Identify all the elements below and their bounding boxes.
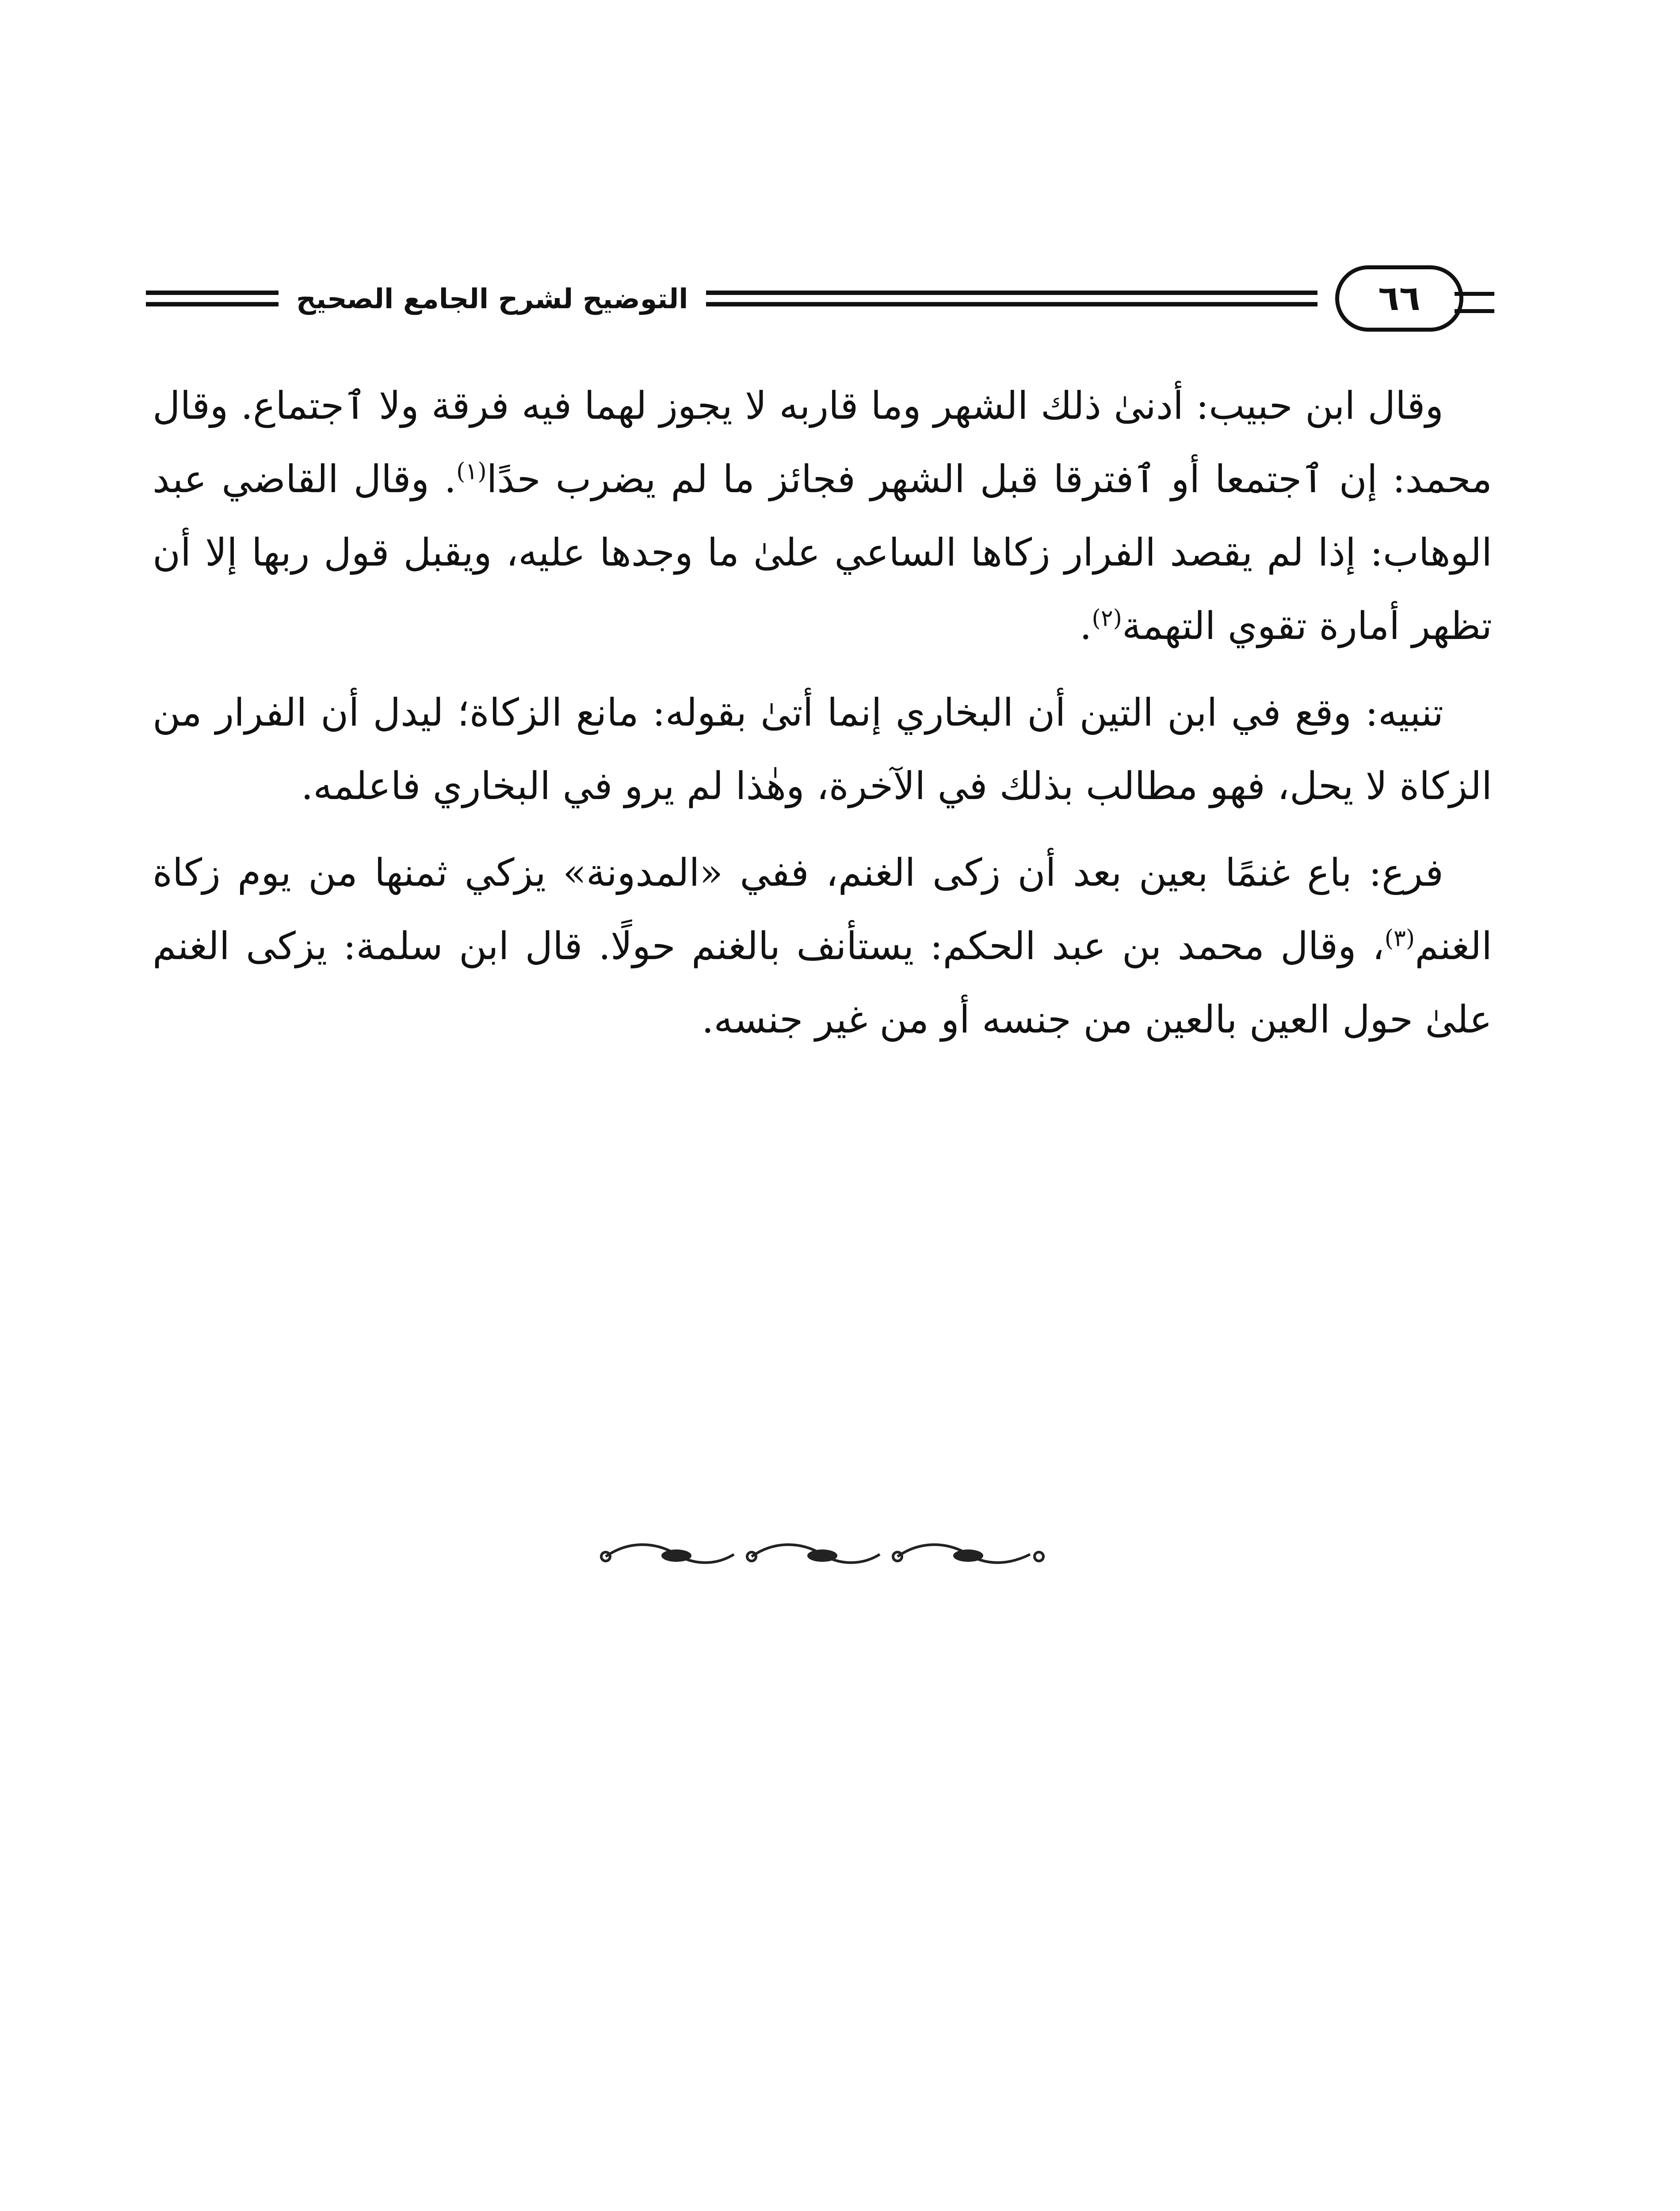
paragraph-far	[153, 836, 1492, 1056]
paragraph-tanbih: تنبيه: وقع في ابن التين أن البخاري إنما أتىٰ بقوله: مانع الزكاة؛ ليدل أن الفرار من الزكاة لا يحل، فهو مطالب بذلك في الآخرة، وهٰذا لم يرو في البخاري فاعلمه.	[153, 691, 1492, 808]
paragraph-text: ، وقال محمد بن عبد الحكم: يستأنف بالغنم حولًا. قال ابن سلمة: يزكى الغنم علىٰ حول العين بالعين من جنسه أو من غير جنسه.	[153, 924, 1492, 1042]
page-number-tail-icon	[1455, 292, 1494, 313]
paragraph-text: فرع: باع غنمًا بعين بعد أن زكى الغنم، ففي «المدونة» يزكي ثمنها من يوم زكاة الغنم	[153, 851, 1492, 968]
paragraph-text: وقال ابن حبيب: أدنىٰ ذلك الشهر وما قاربه لا يجوز لهما فيه فرقة ولا ٱجتماع. وقال محمد: إن ٱجتمعا أو ٱفترقا قبل الشهر فجائز ما لم يضرب حدًا	[153, 384, 1492, 501]
paragraph-text: . وقال القاضي عبد الوهاب: إذا لم يقصد الفرار زكاها الساعي علىٰ ما وجدها عليه، ويقبل قول ربها إلا أن تظهر أمارة تقوي التهمة	[153, 457, 1492, 648]
running-header	[146, 261, 1494, 336]
page-number-frame	[1335, 261, 1494, 336]
header-rule-left	[146, 291, 279, 306]
floral-divider-icon	[592, 1539, 1052, 1574]
paragraph-text: .	[1080, 604, 1092, 648]
main-text	[153, 369, 1492, 1070]
header-rule-middle	[706, 291, 1317, 306]
running-title: التوضيح لشرح الجامع الصحيح	[296, 282, 688, 315]
footnote-ref: (١)	[456, 458, 487, 485]
footnote-ref: (٢)	[1092, 605, 1122, 632]
paragraph-ibn-habib	[153, 369, 1492, 663]
page-number: ٦٦	[1335, 265, 1463, 332]
footnote-ref: (٣)	[1384, 925, 1415, 952]
